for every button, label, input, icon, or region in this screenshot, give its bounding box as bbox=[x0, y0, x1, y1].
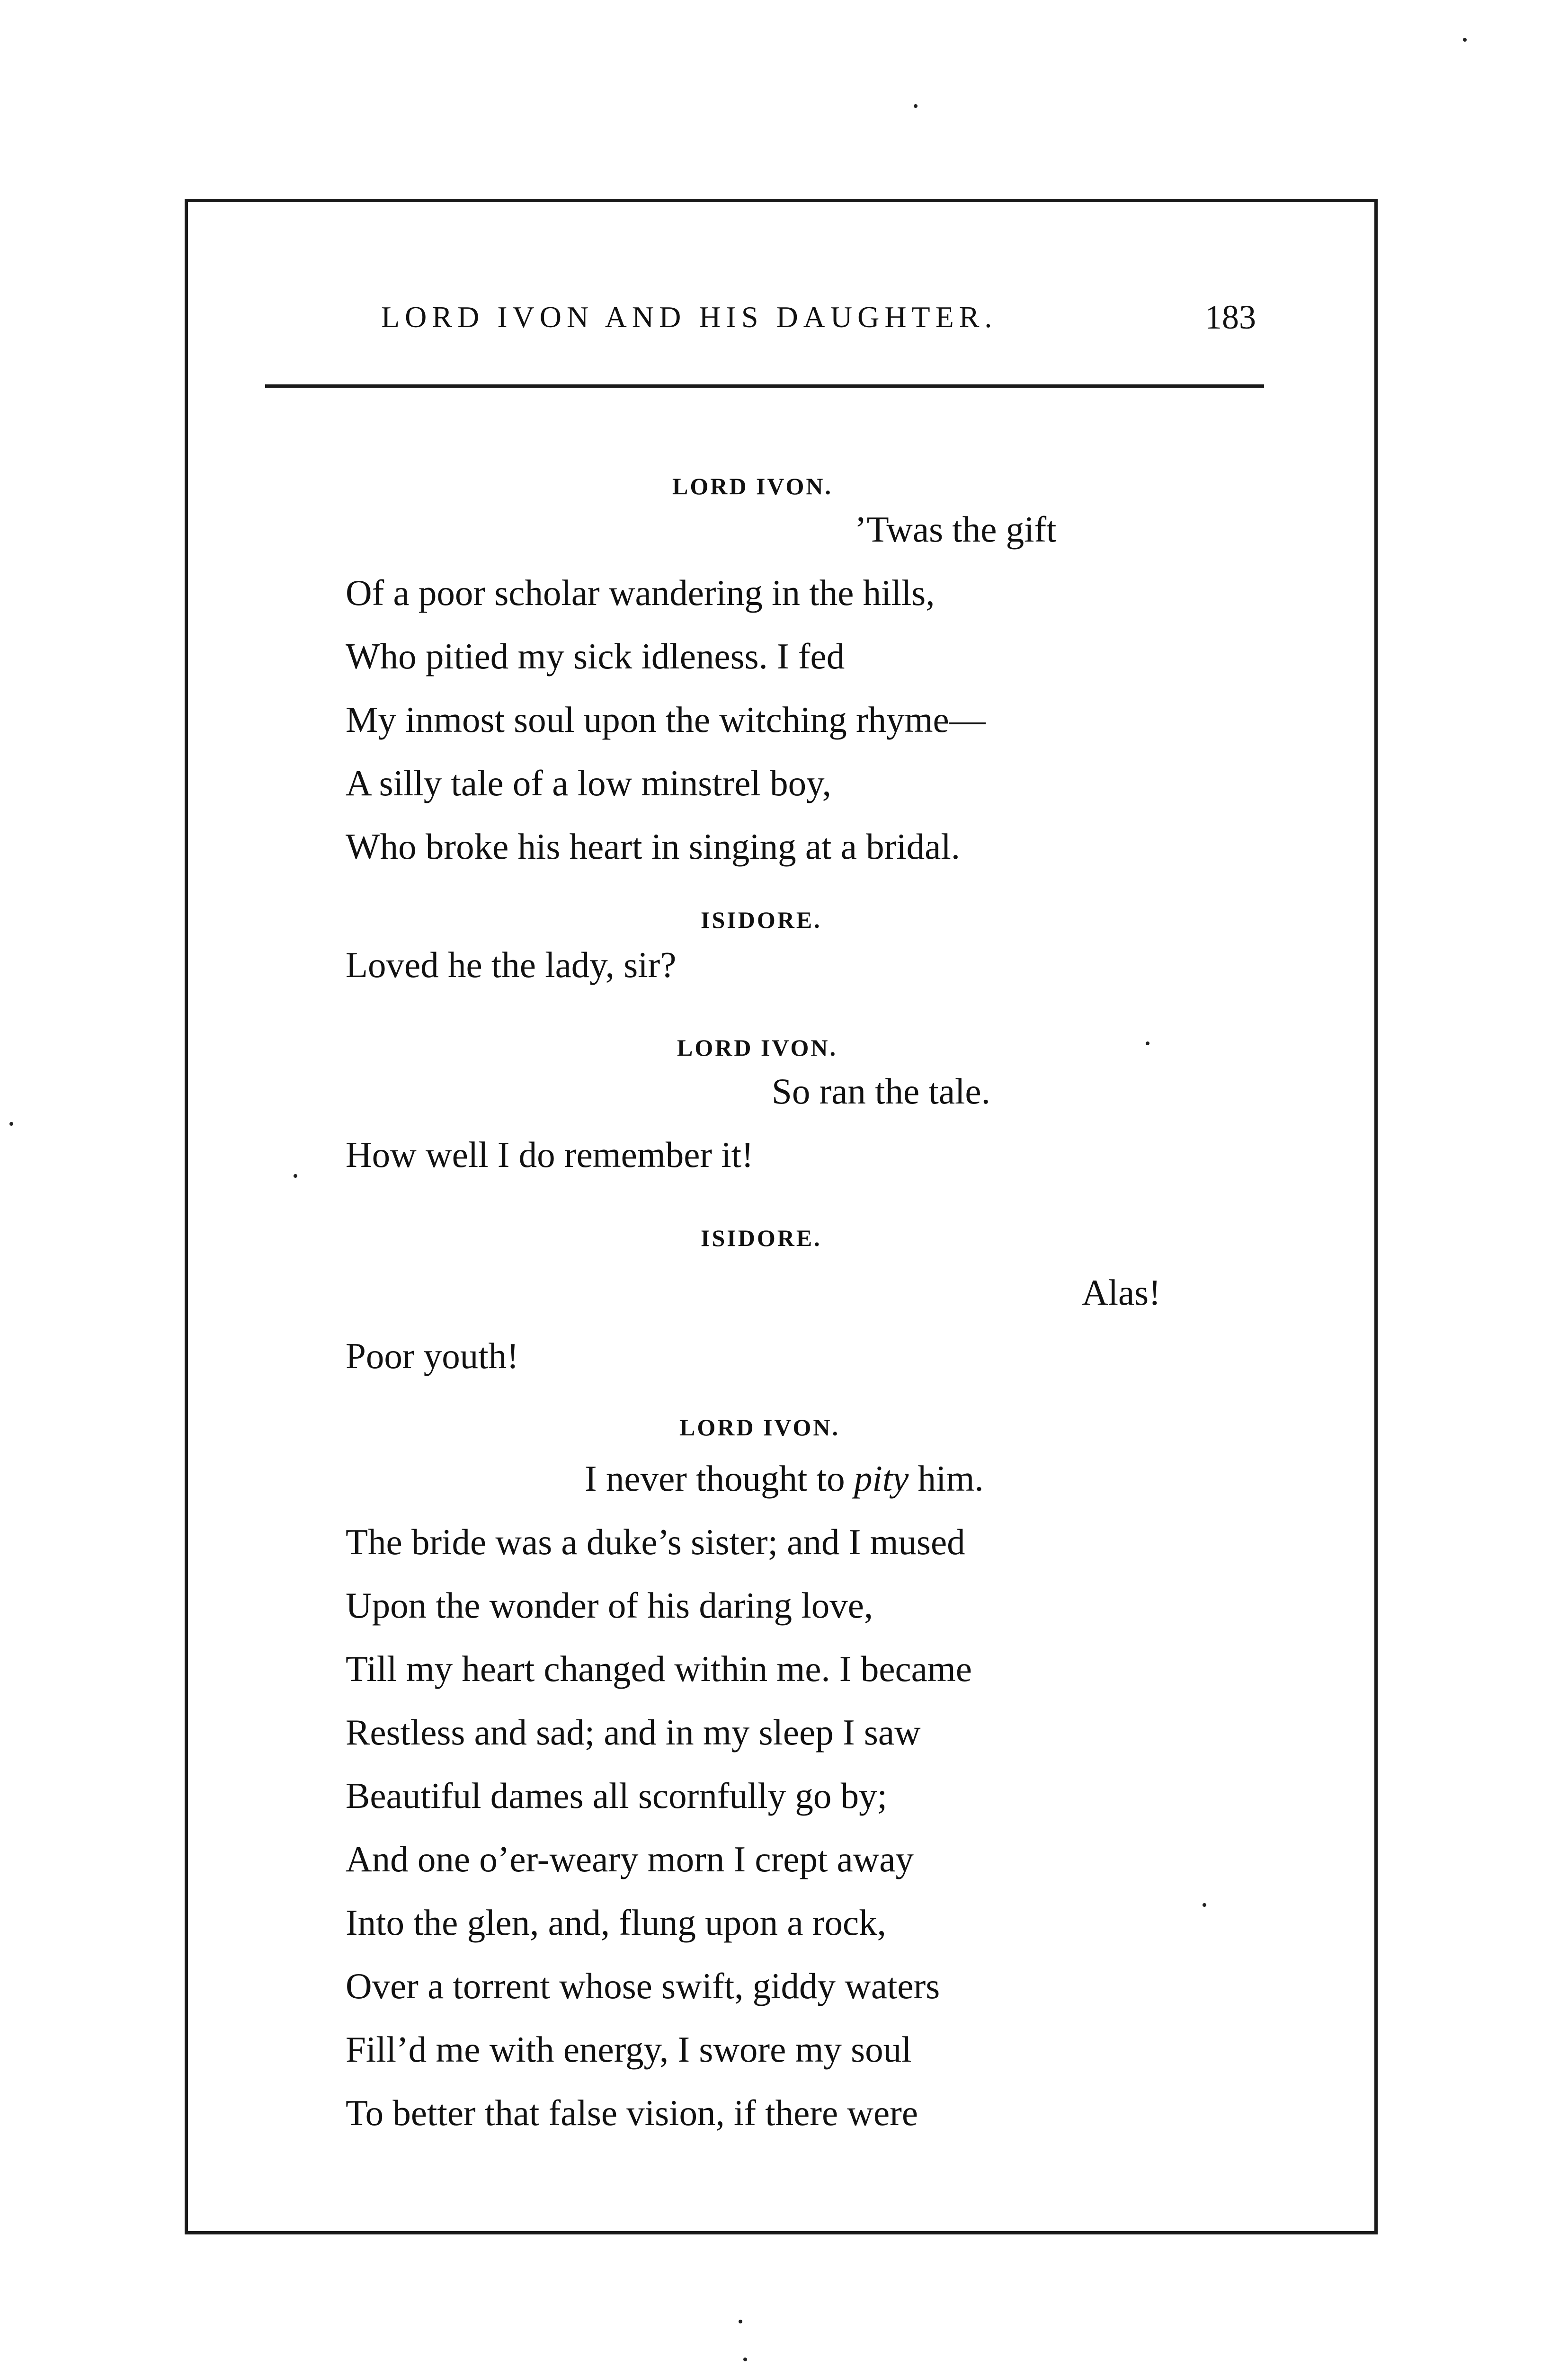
verse-line: Upon the wonder of his daring love, bbox=[346, 1585, 873, 1626]
print-speck bbox=[743, 2358, 747, 2361]
verse-text: I never thought to bbox=[585, 1458, 854, 1499]
verse-line: Who broke his heart in singing at a bridal. bbox=[346, 826, 960, 867]
print-speck bbox=[1203, 1903, 1206, 1907]
page-header bbox=[0, 294, 1568, 341]
print-speck bbox=[1463, 38, 1467, 42]
verse-line: Over a torrent whose swift, giddy waters bbox=[346, 1966, 940, 2006]
verse-line: Who pitied my sick idleness. I fed bbox=[346, 636, 845, 676]
running-title: LORD IVON AND HIS DAUGHTER. bbox=[381, 300, 998, 334]
print-speck bbox=[914, 104, 918, 108]
verse-line: And one o’er-weary morn I crept away bbox=[346, 1839, 914, 1879]
verse-line: My inmost soul upon the witching rhyme— bbox=[346, 699, 986, 740]
verse-line: So ran the tale. bbox=[772, 1071, 990, 1112]
verse-line: A silly tale of a low minstrel boy, bbox=[346, 763, 831, 803]
verse-line: Restless and sad; and in my sleep I saw bbox=[346, 1712, 921, 1753]
verse-text: him. bbox=[909, 1458, 984, 1499]
speaker-heading: LORD IVON. bbox=[677, 1034, 838, 1061]
verse-line: Fill’d me with energy, I swore my soul bbox=[346, 2029, 912, 2070]
speaker-heading: ISIDORE. bbox=[701, 1225, 822, 1251]
verse-line: Till my heart changed within me. I became bbox=[346, 1648, 972, 1689]
verse-line: Beautiful dames all scornfully go by; bbox=[346, 1775, 888, 1816]
verse-line: Into the glen, and, flung upon a rock, bbox=[346, 1902, 886, 1943]
print-speck bbox=[739, 2320, 742, 2323]
header-rule bbox=[265, 384, 1264, 388]
verse-line: Alas! bbox=[1082, 1272, 1161, 1313]
print-speck bbox=[9, 1122, 13, 1126]
verse-line bbox=[585, 1455, 984, 1502]
verse-line: To better that false vision, if there were bbox=[346, 2092, 918, 2133]
verse-line: The bride was a duke’s sister; and I mused bbox=[346, 1522, 965, 1562]
verse-line: Loved he the lady, sir? bbox=[346, 944, 677, 985]
verse-line: Poor youth! bbox=[346, 1335, 519, 1376]
print-speck bbox=[1146, 1041, 1149, 1045]
page-number: 183 bbox=[1205, 298, 1256, 336]
print-speck bbox=[294, 1174, 297, 1178]
verse-line: ’Twas the gift bbox=[855, 509, 1057, 550]
emphasis-text: pity bbox=[854, 1458, 909, 1499]
verse-line: How well I do remember it! bbox=[346, 1134, 754, 1175]
verse-line: Of a poor scholar wandering in the hills, bbox=[346, 572, 935, 613]
speaker-heading: LORD IVON. bbox=[679, 1414, 840, 1441]
speaker-heading: ISIDORE. bbox=[701, 907, 822, 933]
speaker-heading: LORD IVON. bbox=[672, 473, 833, 499]
